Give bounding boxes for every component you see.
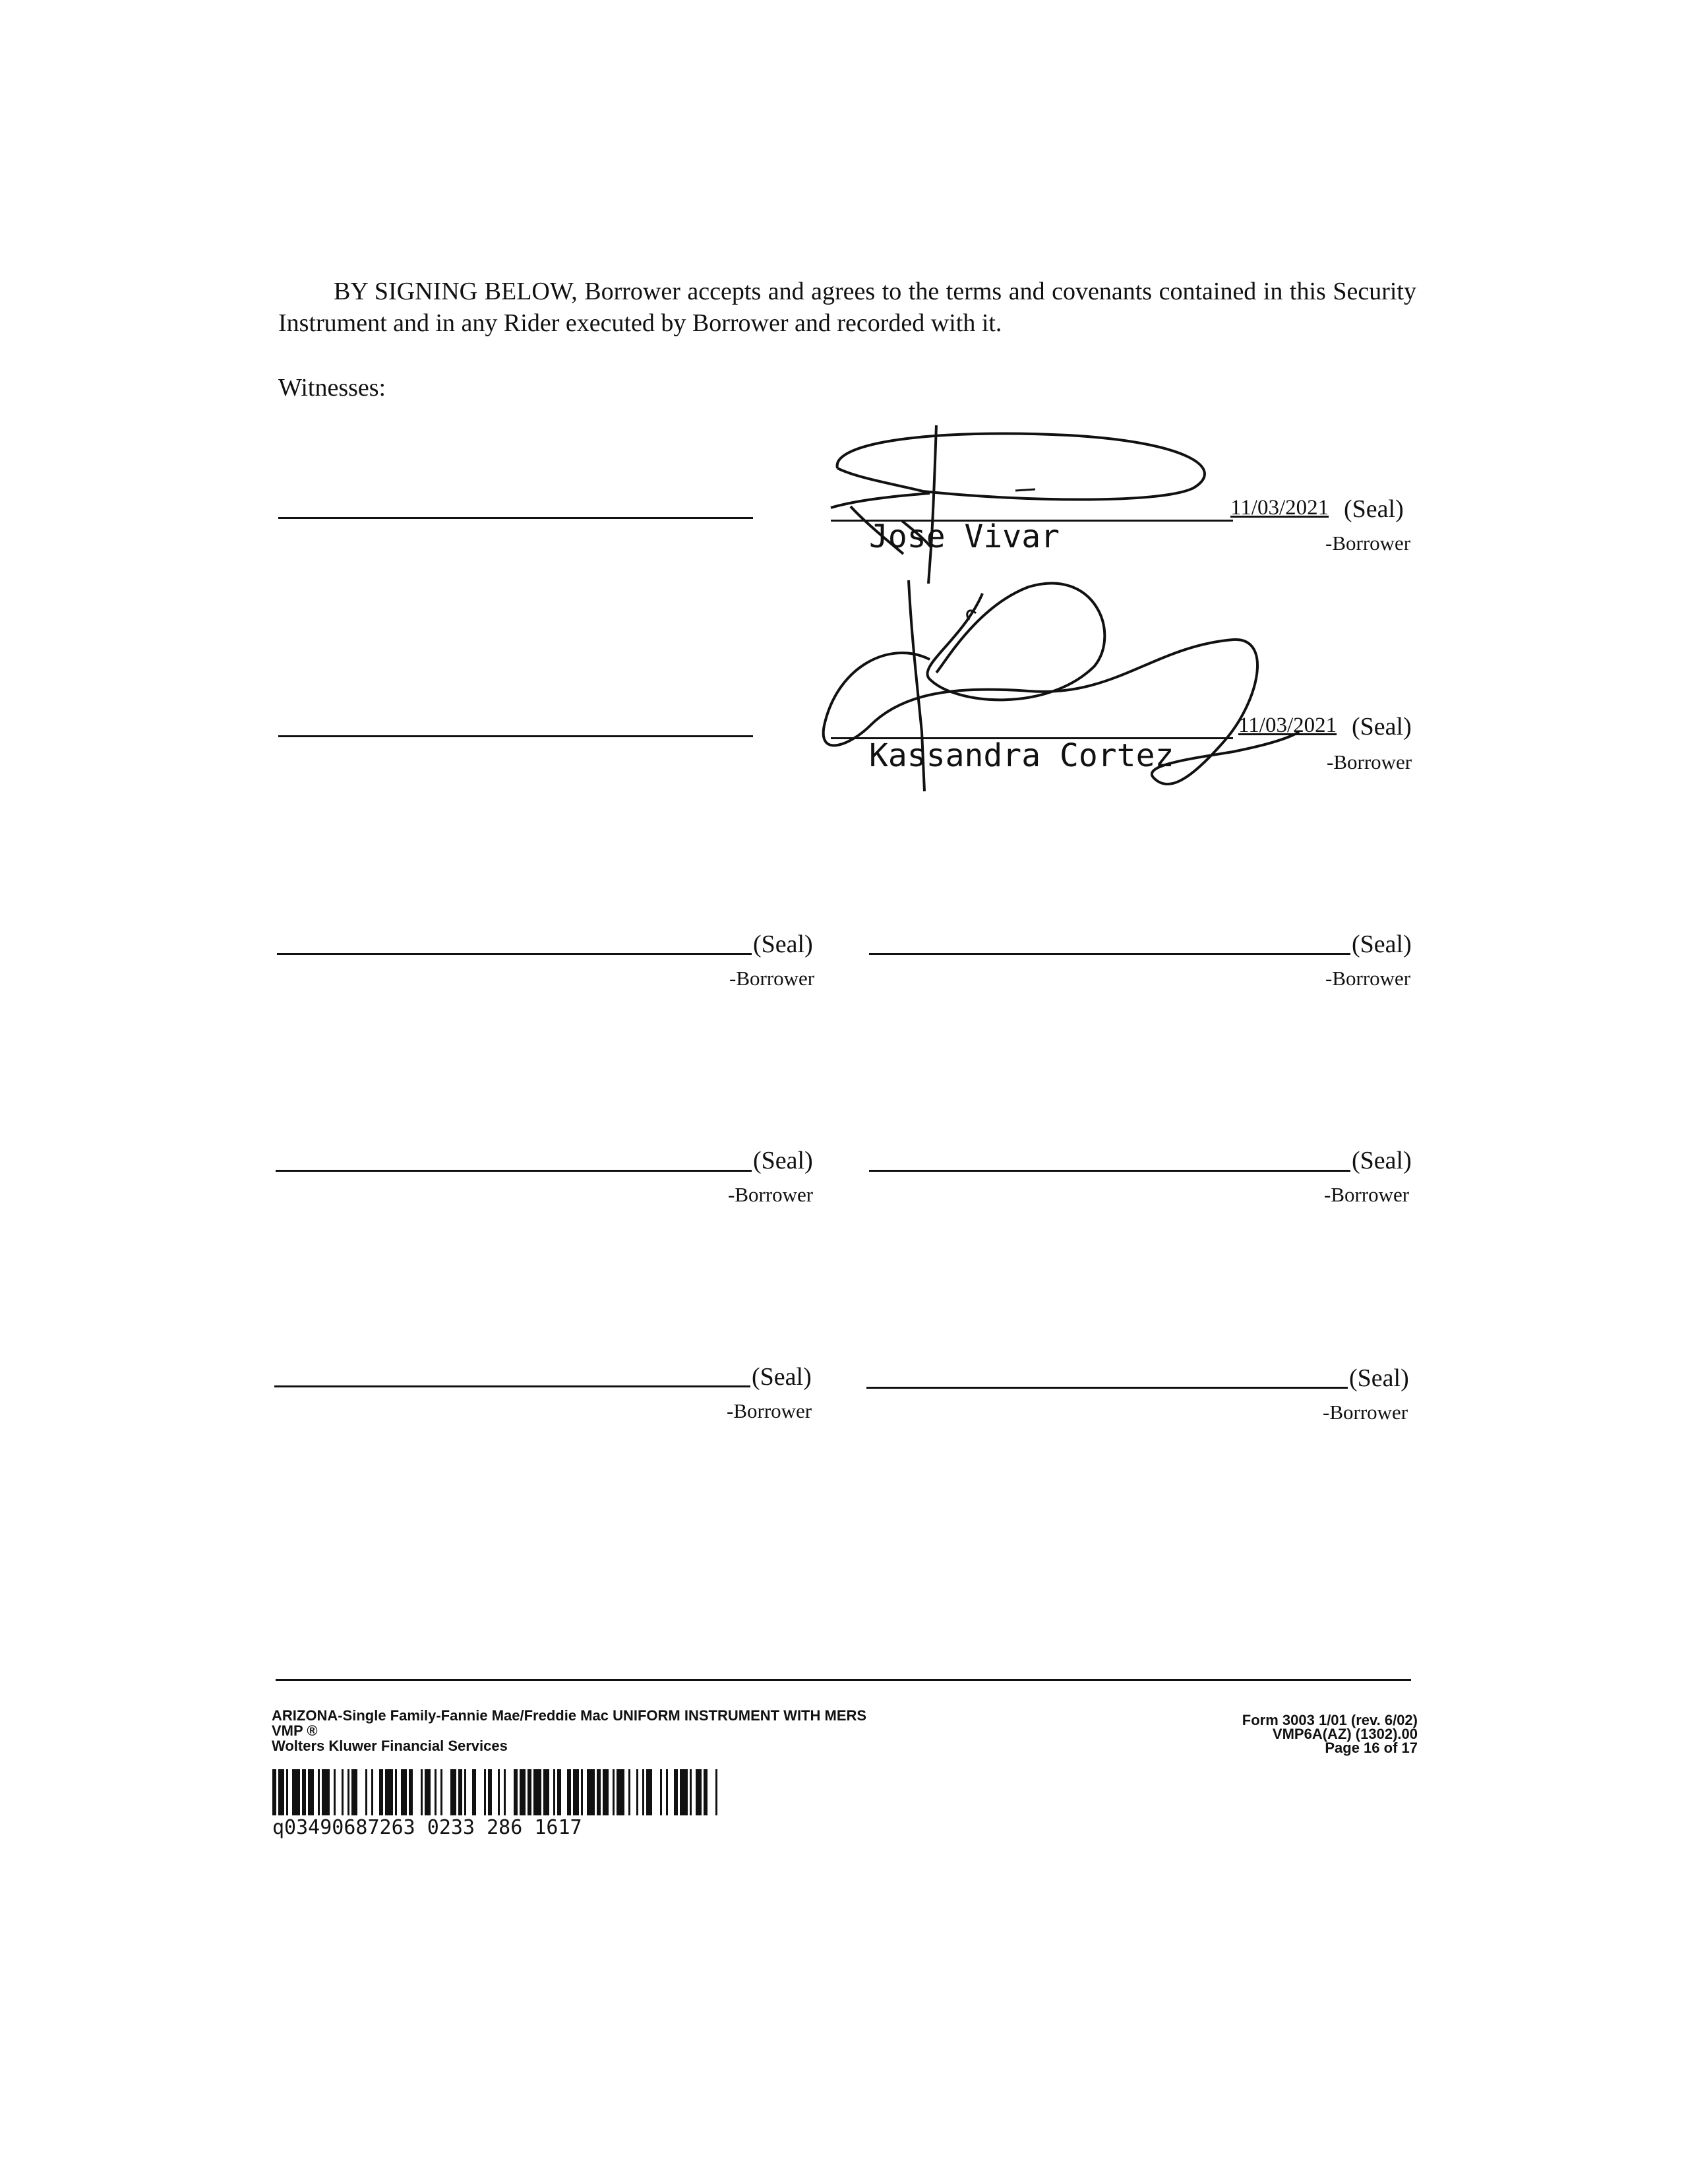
barcode-bar <box>573 1769 579 1815</box>
footer-vmp-mark: VMP ® <box>272 1722 318 1739</box>
borrower-signature-line <box>869 953 1350 955</box>
barcode-bar <box>292 1769 300 1815</box>
barcode-bar <box>613 1769 615 1815</box>
barcode-bar <box>567 1769 571 1815</box>
intro-paragraph <box>278 276 1416 339</box>
barcode-bar <box>715 1769 717 1815</box>
barcode-bar <box>351 1769 357 1815</box>
barcode-bar <box>617 1769 624 1815</box>
barcode-bar <box>533 1769 541 1815</box>
footer-rule <box>276 1679 1411 1681</box>
witness-signature-line-2 <box>278 735 753 737</box>
barcode-bar <box>458 1769 462 1815</box>
barcode-bar <box>308 1769 314 1815</box>
barcode-number: q03490687263 0233 286 1617 <box>272 1816 582 1839</box>
borrower-role: -Borrower <box>1327 750 1412 774</box>
borrower-handwritten-signature <box>811 567 1339 804</box>
barcode-bar <box>660 1769 662 1815</box>
barcode-bar <box>347 1769 349 1815</box>
barcode-bar <box>464 1769 466 1815</box>
footer-left <box>272 1708 866 1753</box>
barcode-bar <box>498 1769 500 1815</box>
barcode-bar <box>302 1769 306 1815</box>
barcode-bar <box>379 1769 383 1815</box>
barcode-bar <box>674 1769 678 1815</box>
barcode-bar <box>696 1769 702 1815</box>
barcode-bar <box>603 1769 609 1815</box>
seal-label: (Seal) <box>1352 1147 1412 1174</box>
borrower-signature-line <box>869 1170 1350 1172</box>
borrower-role: -Borrower <box>729 967 815 990</box>
barcode-bar <box>409 1769 413 1815</box>
footer-right <box>1242 1713 1418 1755</box>
barcode-bar <box>514 1769 518 1815</box>
barcode-bar <box>371 1769 373 1815</box>
seal-label: (Seal) <box>753 1147 813 1174</box>
seal-label: (Seal) <box>753 930 813 958</box>
footer-page-number: Page 16 of 17 <box>1325 1740 1418 1756</box>
seal-label: (Seal) <box>1344 495 1404 523</box>
barcode-bar <box>318 1769 320 1815</box>
barcode-bar <box>557 1769 561 1815</box>
footer-publisher: Wolters Kluwer Financial Services <box>272 1738 508 1754</box>
barcode-bar <box>322 1769 330 1815</box>
barcode-bar <box>286 1769 288 1815</box>
barcode-bar <box>342 1769 344 1815</box>
barcode-bar <box>543 1769 549 1815</box>
barcode-bar <box>385 1769 393 1815</box>
barcode-bar <box>581 1769 583 1815</box>
barcode-bar <box>421 1769 423 1815</box>
seal-label: (Seal) <box>1352 930 1412 958</box>
barcode-bar <box>680 1769 688 1815</box>
barcode-bar <box>365 1769 367 1815</box>
borrower-signature-line <box>276 1170 752 1172</box>
borrower-signature-line <box>274 1385 750 1387</box>
signature-date: 11/03/2021 <box>1238 713 1337 737</box>
barcode-bar <box>484 1769 486 1815</box>
footer-form-number: Form 3003 1/01 (rev. 6/02) <box>1242 1712 1418 1728</box>
barcode-bar <box>472 1769 476 1815</box>
seal-label: (Seal) <box>1349 1364 1409 1392</box>
barcode-bar <box>553 1769 555 1815</box>
barcode-bar <box>272 1769 276 1815</box>
intro-text: BY SIGNING BELOW, Borrower accepts and agrees to the terms and covenants contained in this Security Instrument and in any Rider executed by Borrower and recorded with it. <box>278 278 1416 337</box>
signature-date: 11/03/2021 <box>1230 496 1329 520</box>
barcode-bar <box>528 1769 531 1815</box>
barcode-bar <box>520 1769 526 1815</box>
barcode-bar <box>278 1769 284 1815</box>
footer-form-code: VMP6A(AZ) (1302).00 <box>1272 1726 1418 1742</box>
barcode <box>272 1769 718 1821</box>
borrower-signature-line <box>277 953 752 955</box>
barcode-bar <box>450 1769 456 1815</box>
borrower-role: -Borrower <box>727 1399 812 1422</box>
barcode-bar <box>395 1769 397 1815</box>
barcode-bar <box>597 1769 601 1815</box>
witnesses-label: Witnesses: <box>278 374 386 402</box>
barcode-bar <box>488 1769 492 1815</box>
borrower-role: -Borrower <box>1325 967 1411 990</box>
footer-form-title: ARIZONA-Single Family-Fannie Mae/Freddie Mac UNIFORM INSTRUMENT WITH MERS <box>272 1707 867 1724</box>
barcode-bar <box>636 1769 638 1815</box>
barcode-bar <box>666 1769 668 1815</box>
barcode-bar <box>704 1769 708 1815</box>
barcode-bar <box>440 1769 442 1815</box>
borrower-role: -Borrower <box>1323 1401 1408 1424</box>
borrower-name: Jose Vivar <box>869 518 1060 555</box>
barcode-bar <box>642 1769 644 1815</box>
barcode-bar <box>425 1769 431 1815</box>
barcode-bar <box>587 1769 595 1815</box>
witness-signature-line-1 <box>278 517 753 519</box>
seal-label: (Seal) <box>752 1363 812 1391</box>
barcode-bar <box>334 1769 336 1815</box>
borrower-role: -Borrower <box>728 1183 814 1206</box>
borrower-signature-line <box>866 1387 1348 1389</box>
barcode-bar <box>690 1769 692 1815</box>
borrower-role: -Borrower <box>1325 531 1411 555</box>
barcode-bar <box>435 1769 437 1815</box>
barcode-bar <box>504 1769 506 1815</box>
borrower-name: Kassandra Cortez <box>869 737 1174 774</box>
barcode-bar <box>401 1769 407 1815</box>
barcode-bar <box>628 1769 630 1815</box>
barcode-bar <box>646 1769 652 1815</box>
seal-label: (Seal) <box>1352 713 1412 741</box>
borrower-role: -Borrower <box>1324 1183 1410 1206</box>
